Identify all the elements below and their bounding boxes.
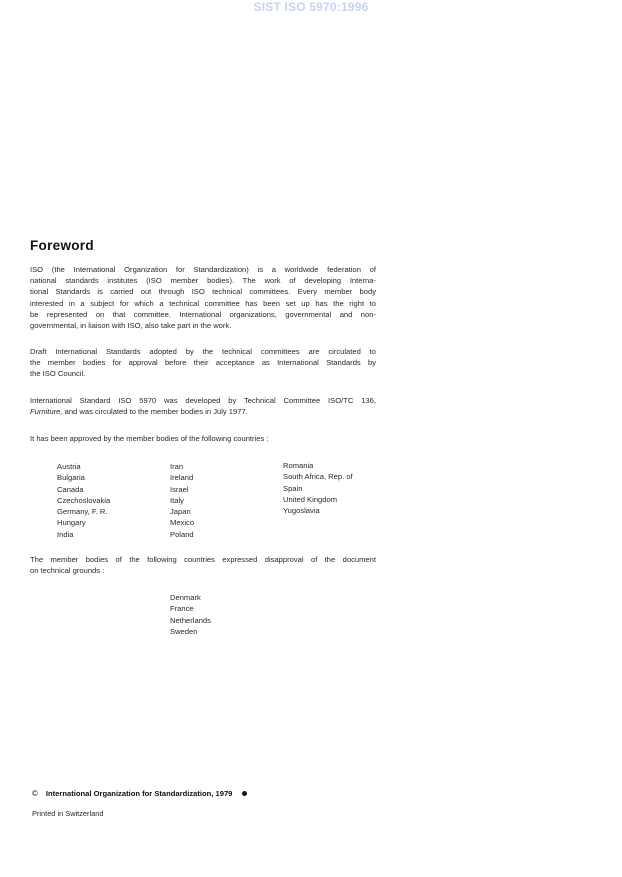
paragraph-line: tional Standards is carried out through ISO technical committees. Every member body [30,287,376,297]
approved-countries-column-3 [283,460,353,516]
paragraph-line: national standards institutes (ISO member bodies). The work of developing Interna- [30,276,376,286]
paragraph-line [30,406,376,417]
list-item: Mexico [170,518,195,528]
paragraph-line: ISO (the International Organization for Standardization) is a worldwide federation of [30,265,376,274]
paragraph-line: governmental, in liaison with ISO, also take part in the work. [30,321,232,331]
list-item: Hungary [57,518,86,528]
list-item: Sweden [170,626,198,636]
approved-intro: It has been approved by the member bodies of the following countries : [30,434,269,443]
list-item: Netherlands [170,615,211,625]
foreword-paragraph-2 [30,346,376,380]
list-item: Japan [170,507,191,517]
paragraph-line: on technical grounds : [30,566,105,576]
watermark: SIST ISO 5970:1996 [253,0,369,14]
list-item: France [170,604,194,614]
list-item: Israel [170,484,189,494]
list-item: India [57,529,74,539]
paragraph-line: Draft International Standards adopted by the technical committees are circulated to [30,347,376,356]
copyright-footer [32,789,247,798]
list-item: United Kingdom [283,494,338,504]
committee-title: Furniture, [30,407,63,417]
list-item: Poland [170,529,194,539]
paragraph-line: The member bodies of the following countries expressed disapproval of the document [30,555,376,564]
list-item: South Africa, Rep. of [283,472,353,482]
paragraph-line: interested in a subject for which a technical committee has been set up has the right to [30,298,376,308]
printed-location: Printed in Switzerland [32,809,104,818]
copyright-organization: International Organization for Standardization, 1979 [45,789,233,798]
approved-countries-column-1 [57,461,110,540]
list-item: Canada [57,484,84,494]
list-item: Austria [57,462,81,471]
paragraph-text: and was circulated to the member bodies in July 1977. [62,407,248,417]
list-item: Iran [170,462,184,471]
list-item: Yugoslavia [283,506,320,516]
list-item: Germany, F. R. [57,507,108,517]
list-item: Czechoslovakia [57,495,111,505]
list-item: Ireland [170,473,194,483]
paragraph-line: be represented on that committee. International organizations, governmental and non- [30,309,376,319]
disapproval-intro [30,554,376,576]
list-item: Spain [283,483,303,493]
paragraph-line: International Standard ISO 5970 was developed by Technical Committee ISO/TC 136, [30,396,376,405]
copyright-symbol: © [32,789,38,798]
page-title: Foreword [30,238,94,253]
foreword-paragraph-3 [30,395,376,417]
approved-countries-column-2 [170,461,194,540]
bullet-icon [242,791,247,796]
list-item: Denmark [170,593,201,602]
list-item: Romania [283,461,314,470]
disapproval-countries [170,592,211,637]
paragraph-line: the member bodies for approval before their acceptance as International Standards by [30,358,376,368]
list-item: Bulgaria [57,473,85,483]
foreword-paragraph-1 [30,264,376,331]
list-item: Italy [170,495,184,505]
paragraph-line: the ISO Council. [30,369,86,379]
